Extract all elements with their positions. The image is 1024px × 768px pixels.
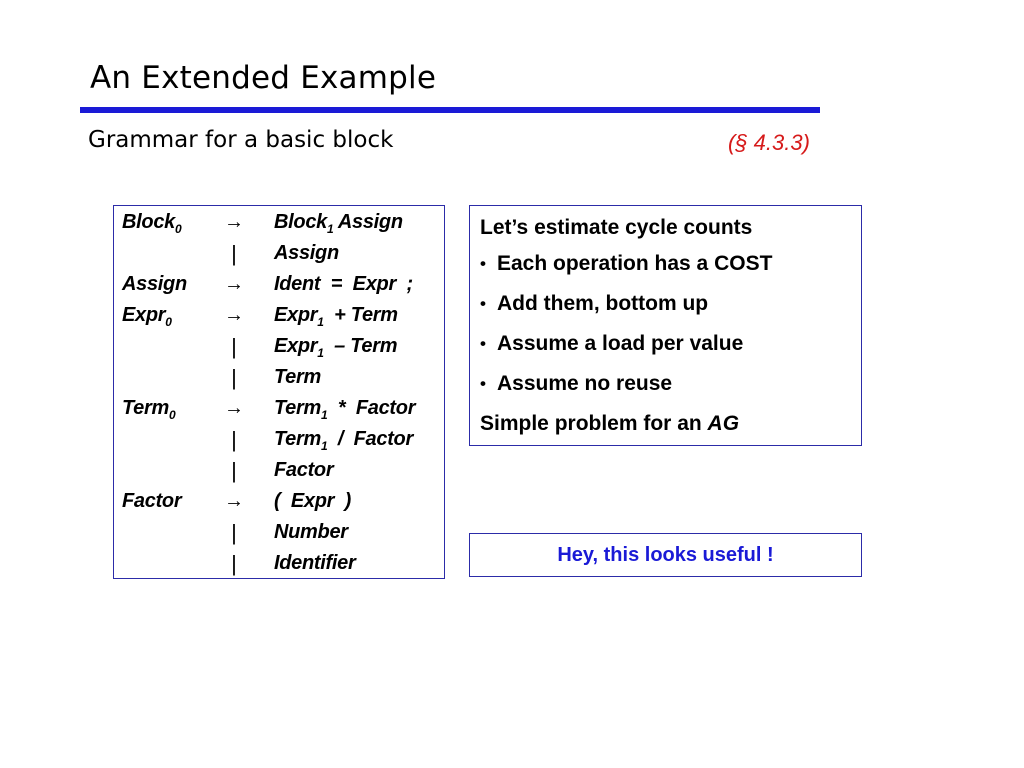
- grammar-row: [114, 269, 444, 300]
- grammar-row: [114, 548, 444, 579]
- grammar-lhs: Assign: [122, 273, 187, 295]
- grammar-row: [114, 486, 444, 517]
- grammar-row: [114, 238, 444, 269]
- grammar-rhs: ( Expr ): [274, 490, 352, 512]
- lhs-subscript: 0: [174, 222, 182, 236]
- notes-box: [469, 205, 862, 446]
- grammar-rhs: Expr$_1$ – Term: [274, 335, 398, 360]
- derives-arrow-icon: →: [224, 490, 244, 512]
- lhs-subscript: 0: [165, 315, 172, 329]
- grammar-rhs: Factor: [274, 459, 334, 481]
- grammar-row: [114, 362, 444, 393]
- rhs-subscript: 1: [317, 346, 324, 360]
- grammar-lhs: Factor: [122, 490, 182, 512]
- slide-subtitle: Grammar for a basic block: [88, 127, 394, 153]
- alternation-symbol: |: [231, 551, 237, 576]
- grammar-rhs: Block$_1$ Assign: [274, 211, 403, 236]
- derives-arrow-icon: →: [224, 304, 244, 326]
- grammar-row: [114, 393, 444, 424]
- alternation-symbol: |: [231, 520, 237, 545]
- section-reference: (§ 4.3.3): [728, 130, 810, 155]
- lhs-subscript: 0: [168, 408, 176, 422]
- grammar-rhs: Term$_1$ * Factor: [274, 397, 416, 422]
- alternation-symbol: |: [231, 365, 237, 390]
- title-underline: [80, 107, 820, 113]
- grammar-rhs: Ident = Expr ;: [274, 273, 413, 295]
- grammar-lhs: Block$_0$: [122, 211, 182, 236]
- bullet-icon: •: [480, 294, 486, 313]
- note-bullet-text: Assume a load per value: [497, 332, 744, 355]
- rhs-subscript: 1: [317, 315, 324, 329]
- grammar-rhs: Identifier: [274, 552, 356, 574]
- grammar-row: [114, 424, 444, 455]
- note-bullet: [480, 244, 851, 284]
- note-bullet-text: Add them, bottom up: [497, 292, 709, 315]
- derives-arrow-icon: →: [224, 211, 244, 233]
- grammar-rhs: Number: [274, 521, 348, 543]
- notes-heading: Let’s estimate cycle counts: [480, 216, 753, 239]
- callout-text: Hey, this looks useful !: [557, 544, 774, 566]
- note-bullet: [480, 284, 851, 324]
- note-bullet: [480, 364, 851, 404]
- rhs-subscript: 1: [320, 408, 328, 422]
- note-bullet: [480, 324, 851, 364]
- grammar-rhs: Assign: [274, 242, 339, 264]
- rhs-subscript: 1: [326, 222, 334, 236]
- notes-closing-emphasis: AG: [707, 412, 740, 435]
- notes-closing: [480, 404, 851, 444]
- callout-box: [469, 533, 862, 577]
- alternation-symbol: |: [231, 427, 237, 452]
- note-bullet-text: Assume no reuse: [497, 372, 673, 395]
- bullet-icon: •: [480, 334, 486, 353]
- grammar-row: [114, 300, 444, 331]
- alternation-symbol: |: [231, 334, 237, 359]
- alternation-symbol: |: [231, 458, 237, 483]
- grammar-row: [114, 331, 444, 362]
- note-bullet-text: Each operation has a COST: [497, 252, 773, 275]
- grammar-row: [114, 455, 444, 486]
- grammar-row: [114, 207, 444, 238]
- grammar-lhs: Expr$_0$: [122, 304, 172, 329]
- grammar-row: [114, 517, 444, 548]
- rhs-subscript: 1: [320, 439, 328, 453]
- grammar-box: [113, 205, 445, 579]
- grammar-rhs: Expr$_1$ + Term: [274, 304, 398, 329]
- slide-title: An Extended Example: [90, 60, 437, 96]
- grammar-rhs: Term$_1$ / Factor: [274, 428, 413, 453]
- grammar-rhs: Term: [274, 366, 321, 388]
- bullet-icon: •: [480, 374, 486, 393]
- notes-closing-text: Simple problem for an: [480, 412, 708, 435]
- grammar-lhs: Term$_0$: [122, 397, 176, 422]
- alternation-symbol: |: [231, 241, 237, 266]
- derives-arrow-icon: →: [224, 273, 244, 295]
- bullet-icon: •: [480, 254, 486, 273]
- derives-arrow-icon: →: [224, 397, 244, 419]
